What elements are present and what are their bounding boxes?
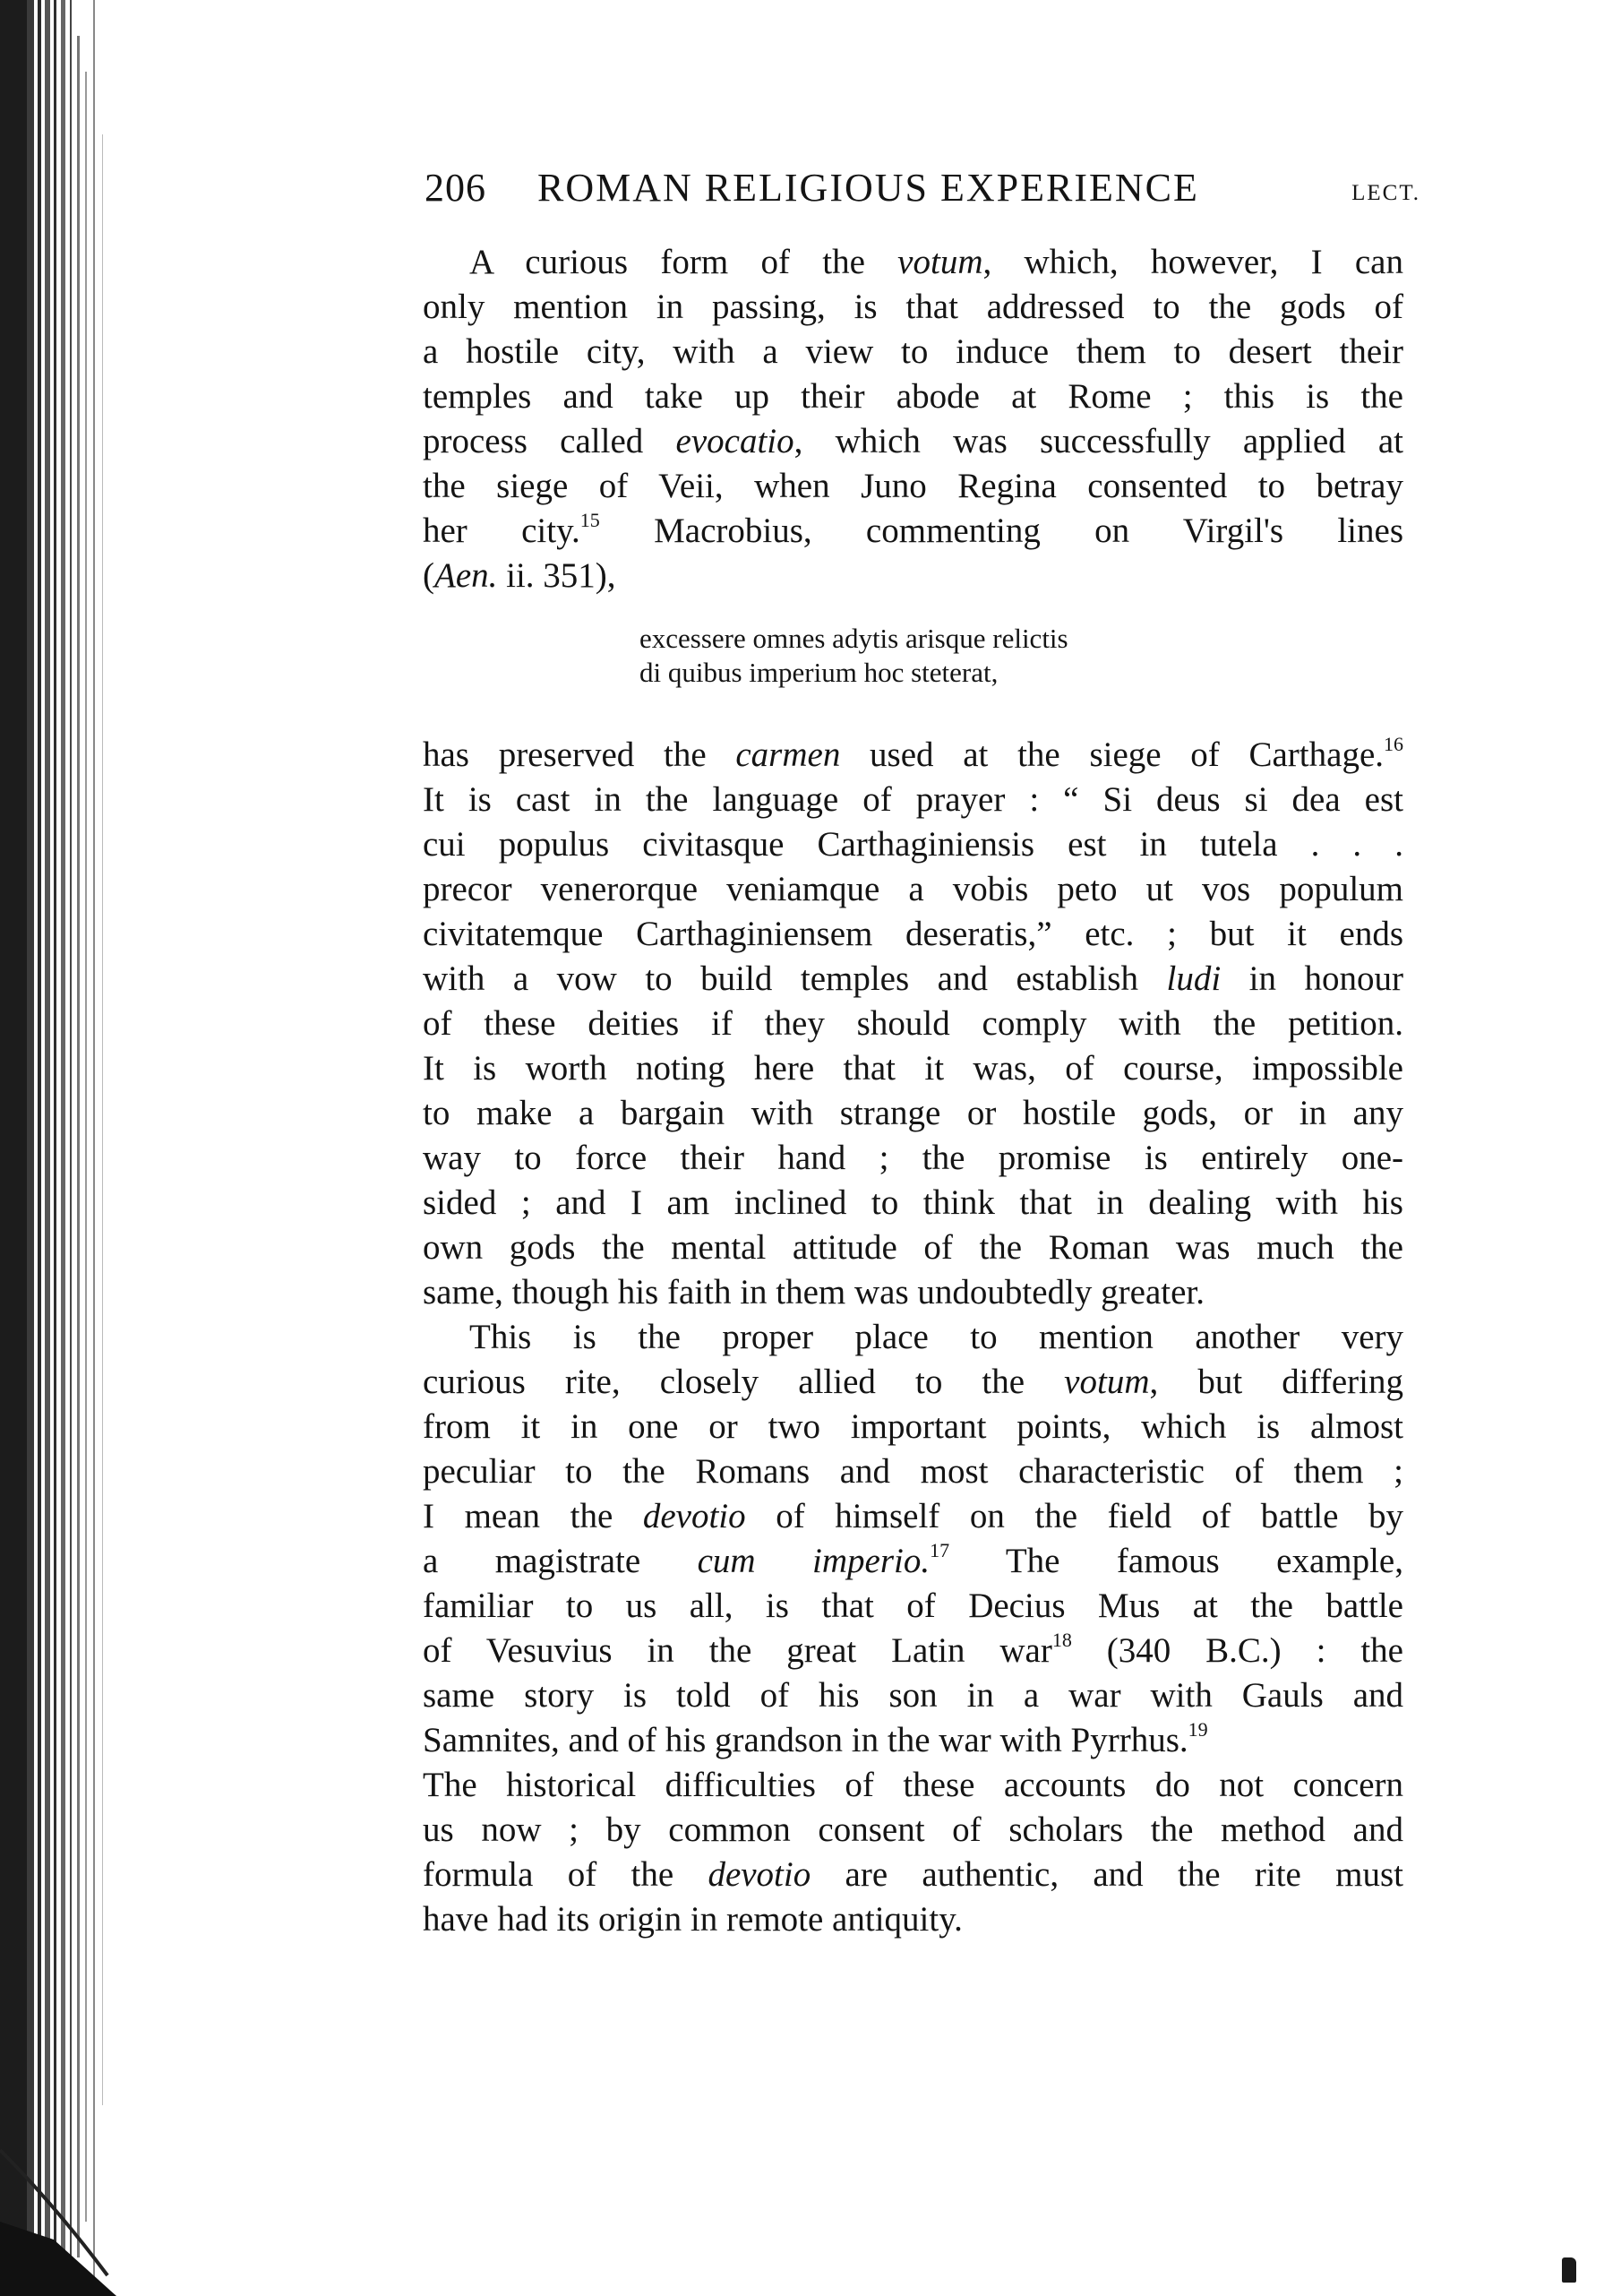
text-line: from it in one or two important points, which is almost xyxy=(423,1407,1403,1446)
text-line: (Aen. ii. 351), xyxy=(423,556,616,595)
text-line: curious rite, closely allied to the votum, but differing xyxy=(423,1363,1403,1401)
verse-line: di quibus imperium hoc steterat, xyxy=(639,657,999,688)
text-line: This is the proper place to mention another very xyxy=(469,1318,1403,1356)
text-line: sided ; and I am inclined to think that in dealing with his xyxy=(423,1183,1403,1222)
text-line: familiar to us all, is that of Decius Mus at the battle xyxy=(423,1587,1403,1625)
text-line: a magistrate cum imperio.$^{17}$ The famous example, xyxy=(423,1539,1403,1580)
text-line: way to force their hand ; the promise is entirely one- xyxy=(423,1139,1403,1177)
text-line: same story is told of his son in a war with Gauls and xyxy=(423,1676,1403,1715)
page-number: 206 xyxy=(425,166,486,210)
text-line: formula of the devotio are authentic, and the rite must xyxy=(423,1855,1403,1894)
footnote-ref: 17 xyxy=(930,1539,950,1561)
text-line: us now ; by common consent of scholars the method and xyxy=(423,1810,1403,1849)
text-line: of these deities if they should comply with the petition. xyxy=(423,1004,1403,1043)
verse-line: excessere omnes adytis arisque relictis xyxy=(639,623,1068,654)
text-line: It is worth noting here that it was, of course, impossible xyxy=(423,1049,1403,1088)
text-line: her city.$^{15}$ Macrobius, commenting on Virgil's lines xyxy=(423,509,1404,550)
text-line: only mention in passing, is that addressed to the gods of xyxy=(423,288,1403,326)
text-line: I mean the devotio of himself on the field of battle by xyxy=(423,1497,1403,1535)
book-binding-edge xyxy=(0,0,116,2296)
text-line: precor venerorque veniamque a vobis peto ut vos populum xyxy=(423,870,1403,908)
text-line: has preserved the carmen used at the siege of Carthage.$^{16}$ xyxy=(423,733,1404,774)
text-line: with a vow to build temples and establish ludi in honour xyxy=(423,959,1403,998)
running-header xyxy=(425,161,1420,215)
text-line: of Vesuvius in the great Latin war$^{18}$ (340 B.C.) : the xyxy=(423,1629,1403,1670)
running-title: ROMAN RELIGIOUS EXPERIENCE xyxy=(537,166,1199,210)
text-line: The historical difficulties of these accounts do not concern xyxy=(423,1766,1403,1804)
lecture-marker: LECT. xyxy=(1351,181,1420,205)
page-corner-mark xyxy=(1562,2257,1576,2283)
text-line: have had its origin in remote antiquity. xyxy=(423,1900,963,1939)
footnote-ref: 15 xyxy=(579,509,600,531)
text-line: peculiar to the Romans and most characteristic of them ; xyxy=(423,1452,1403,1491)
text-line: the siege of Veii, when Juno Regina consented to betray xyxy=(423,467,1403,505)
text-line: process called evocatio, which was successfully applied at xyxy=(423,422,1403,460)
text-line: own gods the mental attitude of the Roman was much the xyxy=(423,1228,1403,1267)
text-line: Samnites, and of his grandson in the war with Pyrrhus.$^{19}$ xyxy=(423,1718,1208,1759)
footnote-ref: 18 xyxy=(1051,1629,1072,1651)
text-line: same, though his faith in them was undoubtedly greater. xyxy=(423,1273,1205,1311)
text-line: temples and take up their abode at Rome ; this is the xyxy=(423,377,1403,416)
text-line: cui populus civitasque Carthaginiensis est in tutela . . . xyxy=(423,825,1403,864)
text-line: civitatemque Carthaginiensem deseratis,” etc. ; but it ends xyxy=(423,915,1403,953)
text-line: A curious form of the votum, which, however, I can xyxy=(469,243,1403,281)
footnote-ref: 19 xyxy=(1188,1718,1208,1741)
text-line: It is cast in the language of prayer : “ Si deus si dea est xyxy=(423,780,1403,819)
footnote-ref: 16 xyxy=(1384,733,1404,755)
text-line: to make a bargain with strange or hostile gods, or in any xyxy=(423,1094,1403,1132)
text-line: a hostile city, with a view to induce them to desert their xyxy=(423,332,1403,371)
